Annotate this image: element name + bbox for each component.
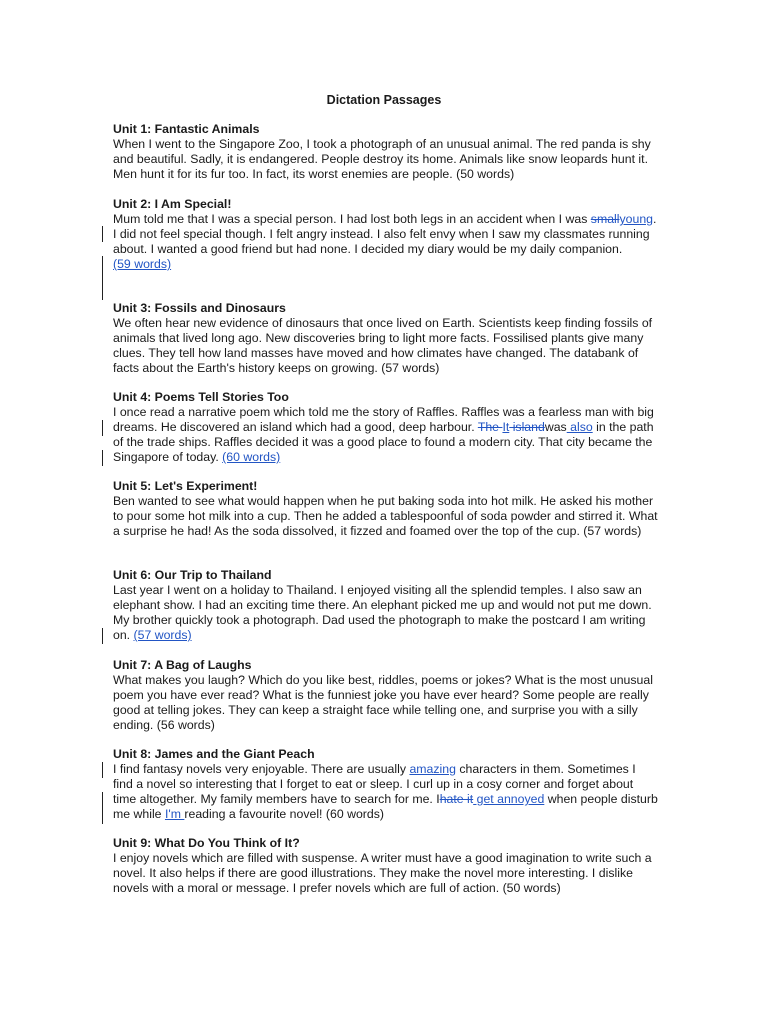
passage-text: reading a favourite novel! (60 words) xyxy=(184,807,384,821)
unit-3-section xyxy=(113,301,658,376)
unit-heading: Unit 6: Our Trip to Thailand xyxy=(113,568,272,582)
unit-6-section xyxy=(113,568,658,643)
passage-text: I once read a narrative poem which told me the story of Raffles. Raffles was a fearless man with big dreams. He discovered an island which had a good, deep harbour. xyxy=(113,405,654,434)
unit-passage xyxy=(113,583,658,643)
unit-1-section xyxy=(113,122,658,182)
inserted-text: young xyxy=(619,212,654,226)
passage-text: characters in them. Sometimes I find a novel so interesting that I forget to eat or sleep. I curl up in a cosy corner and forget about time altogether. My family members have to search for me. I xyxy=(113,762,636,806)
change-bar xyxy=(102,450,103,466)
unit-heading: Unit 7: A Bag of Laughs xyxy=(113,658,252,672)
passage-text: Mum told me that I was a special person. I had lost both legs in an accident when I was xyxy=(113,212,591,226)
unit-heading: Unit 1: Fantastic Animals xyxy=(113,122,260,136)
unit-heading: Unit 8: James and the Giant Peach xyxy=(113,747,315,761)
unit-5-section xyxy=(113,479,658,539)
unit-heading: Unit 3: Fossils and Dinosaurs xyxy=(113,301,286,315)
unit-7-section xyxy=(113,658,658,733)
change-bar xyxy=(102,226,103,242)
unit-passage xyxy=(113,212,658,272)
unit-passage: What makes you laugh? Which do you like best, riddles, poems or jokes? What is the most unusual poem you have ever read? What is the funniest joke you have ever heard? Some people are really good at telling jokes. They can keep a straight face while telling one, and surprise you with a silly ending. (56 words) xyxy=(113,673,653,732)
passage-text: was xyxy=(544,420,567,434)
deleted-text: small xyxy=(590,212,620,226)
unit-4-section xyxy=(113,390,658,465)
unit-2-section xyxy=(113,197,658,272)
unit-heading: Unit 2: I Am Special! xyxy=(113,197,232,211)
inserted-text: I'm xyxy=(164,807,185,821)
unit-passage: I enjoy novels which are filled with suspense. A writer must have a good imagination to write such a novel. It also helps if there are good illustrations. They make the novel more interesting. I dislike novels with a moral or message. I prefer novels which are full of action. (50 words) xyxy=(113,851,652,895)
document-title: Dictation Passages xyxy=(326,93,442,107)
passage-text: Last year I went on a holiday to Thailand. I enjoyed visiting all the splendid temples. I also saw an elephant show. I had an exciting time there. An elephant picked me up and would not put me down. My brother quickly took a photograph. Dad used the photograph to make the postcard I am writing on. xyxy=(113,583,652,642)
unit-heading: Unit 9: What Do You Think of It? xyxy=(113,836,300,850)
inserted-text: It xyxy=(502,420,510,434)
inserted-text: also xyxy=(566,420,593,434)
deleted-text: The xyxy=(477,420,503,434)
inserted-text: amazing xyxy=(409,762,456,776)
change-bar xyxy=(102,762,103,778)
unit-passage: When I went to the Singapore Zoo, I took a photograph of an unusual animal. The red panda is shy and beautiful. Sadly, it is endangered. People destroy its home. Animals like snow leopards hunt it. Men hunt it for its fur too. In fact, its worst enemies are people. (50 words) xyxy=(113,137,651,181)
change-bar xyxy=(102,420,103,436)
unit-heading: Unit 5: Let's Experiment! xyxy=(113,479,258,493)
change-bar xyxy=(102,792,103,824)
unit-passage xyxy=(113,405,658,465)
unit-passage: We often hear new evidence of dinosaurs that once lived on Earth. Scientists keep finding fossils of animals that lived long ago. New discoveries bring to light more facts. Fossilised plants give many clues. They tell how land masses have moved and how climates have changed. The databank of facts about the Earth's history keeps on growing. (57 words) xyxy=(113,316,653,375)
deleted-text: island xyxy=(509,420,545,434)
inserted-text: (60 words) xyxy=(222,450,281,464)
passage-text: in the path of the trade ships. Raffles decided it was a good place to found a modern city. That city became the Singapore of today. xyxy=(113,420,654,464)
unit-passage: Ben wanted to see what would happen when he put baking soda into hot milk. He asked his mother to pour some hot milk into a cup. Then he added a tablespoonful of soda powder and stirred it. What a surprise he had! As the soda dissolved, it fizzed and foamed over the top of the cup. (57 words) xyxy=(113,494,658,538)
change-bar xyxy=(102,256,103,300)
unit-heading: Unit 4: Poems Tell Stories Too xyxy=(113,390,289,404)
change-bar xyxy=(102,628,103,644)
inserted-text: (59 words) xyxy=(113,257,172,271)
passage-text: when people disturb me while xyxy=(113,792,658,821)
unit-8-section xyxy=(113,747,658,822)
inserted-text: (57 words) xyxy=(133,628,192,642)
unit-9-section xyxy=(113,836,658,896)
unit-passage xyxy=(113,762,658,822)
deleted-text: hate it xyxy=(439,792,474,806)
inserted-text: get annoyed xyxy=(473,792,545,806)
passage-text: . I did not feel special though. I felt angry instead. I also felt envy when I saw my classmates running about. I wanted a good friend but had none. I decided my diary would be my daily companion. xyxy=(113,212,657,256)
passage-text: I find fantasy novels very enjoyable. There are usually xyxy=(113,762,410,776)
